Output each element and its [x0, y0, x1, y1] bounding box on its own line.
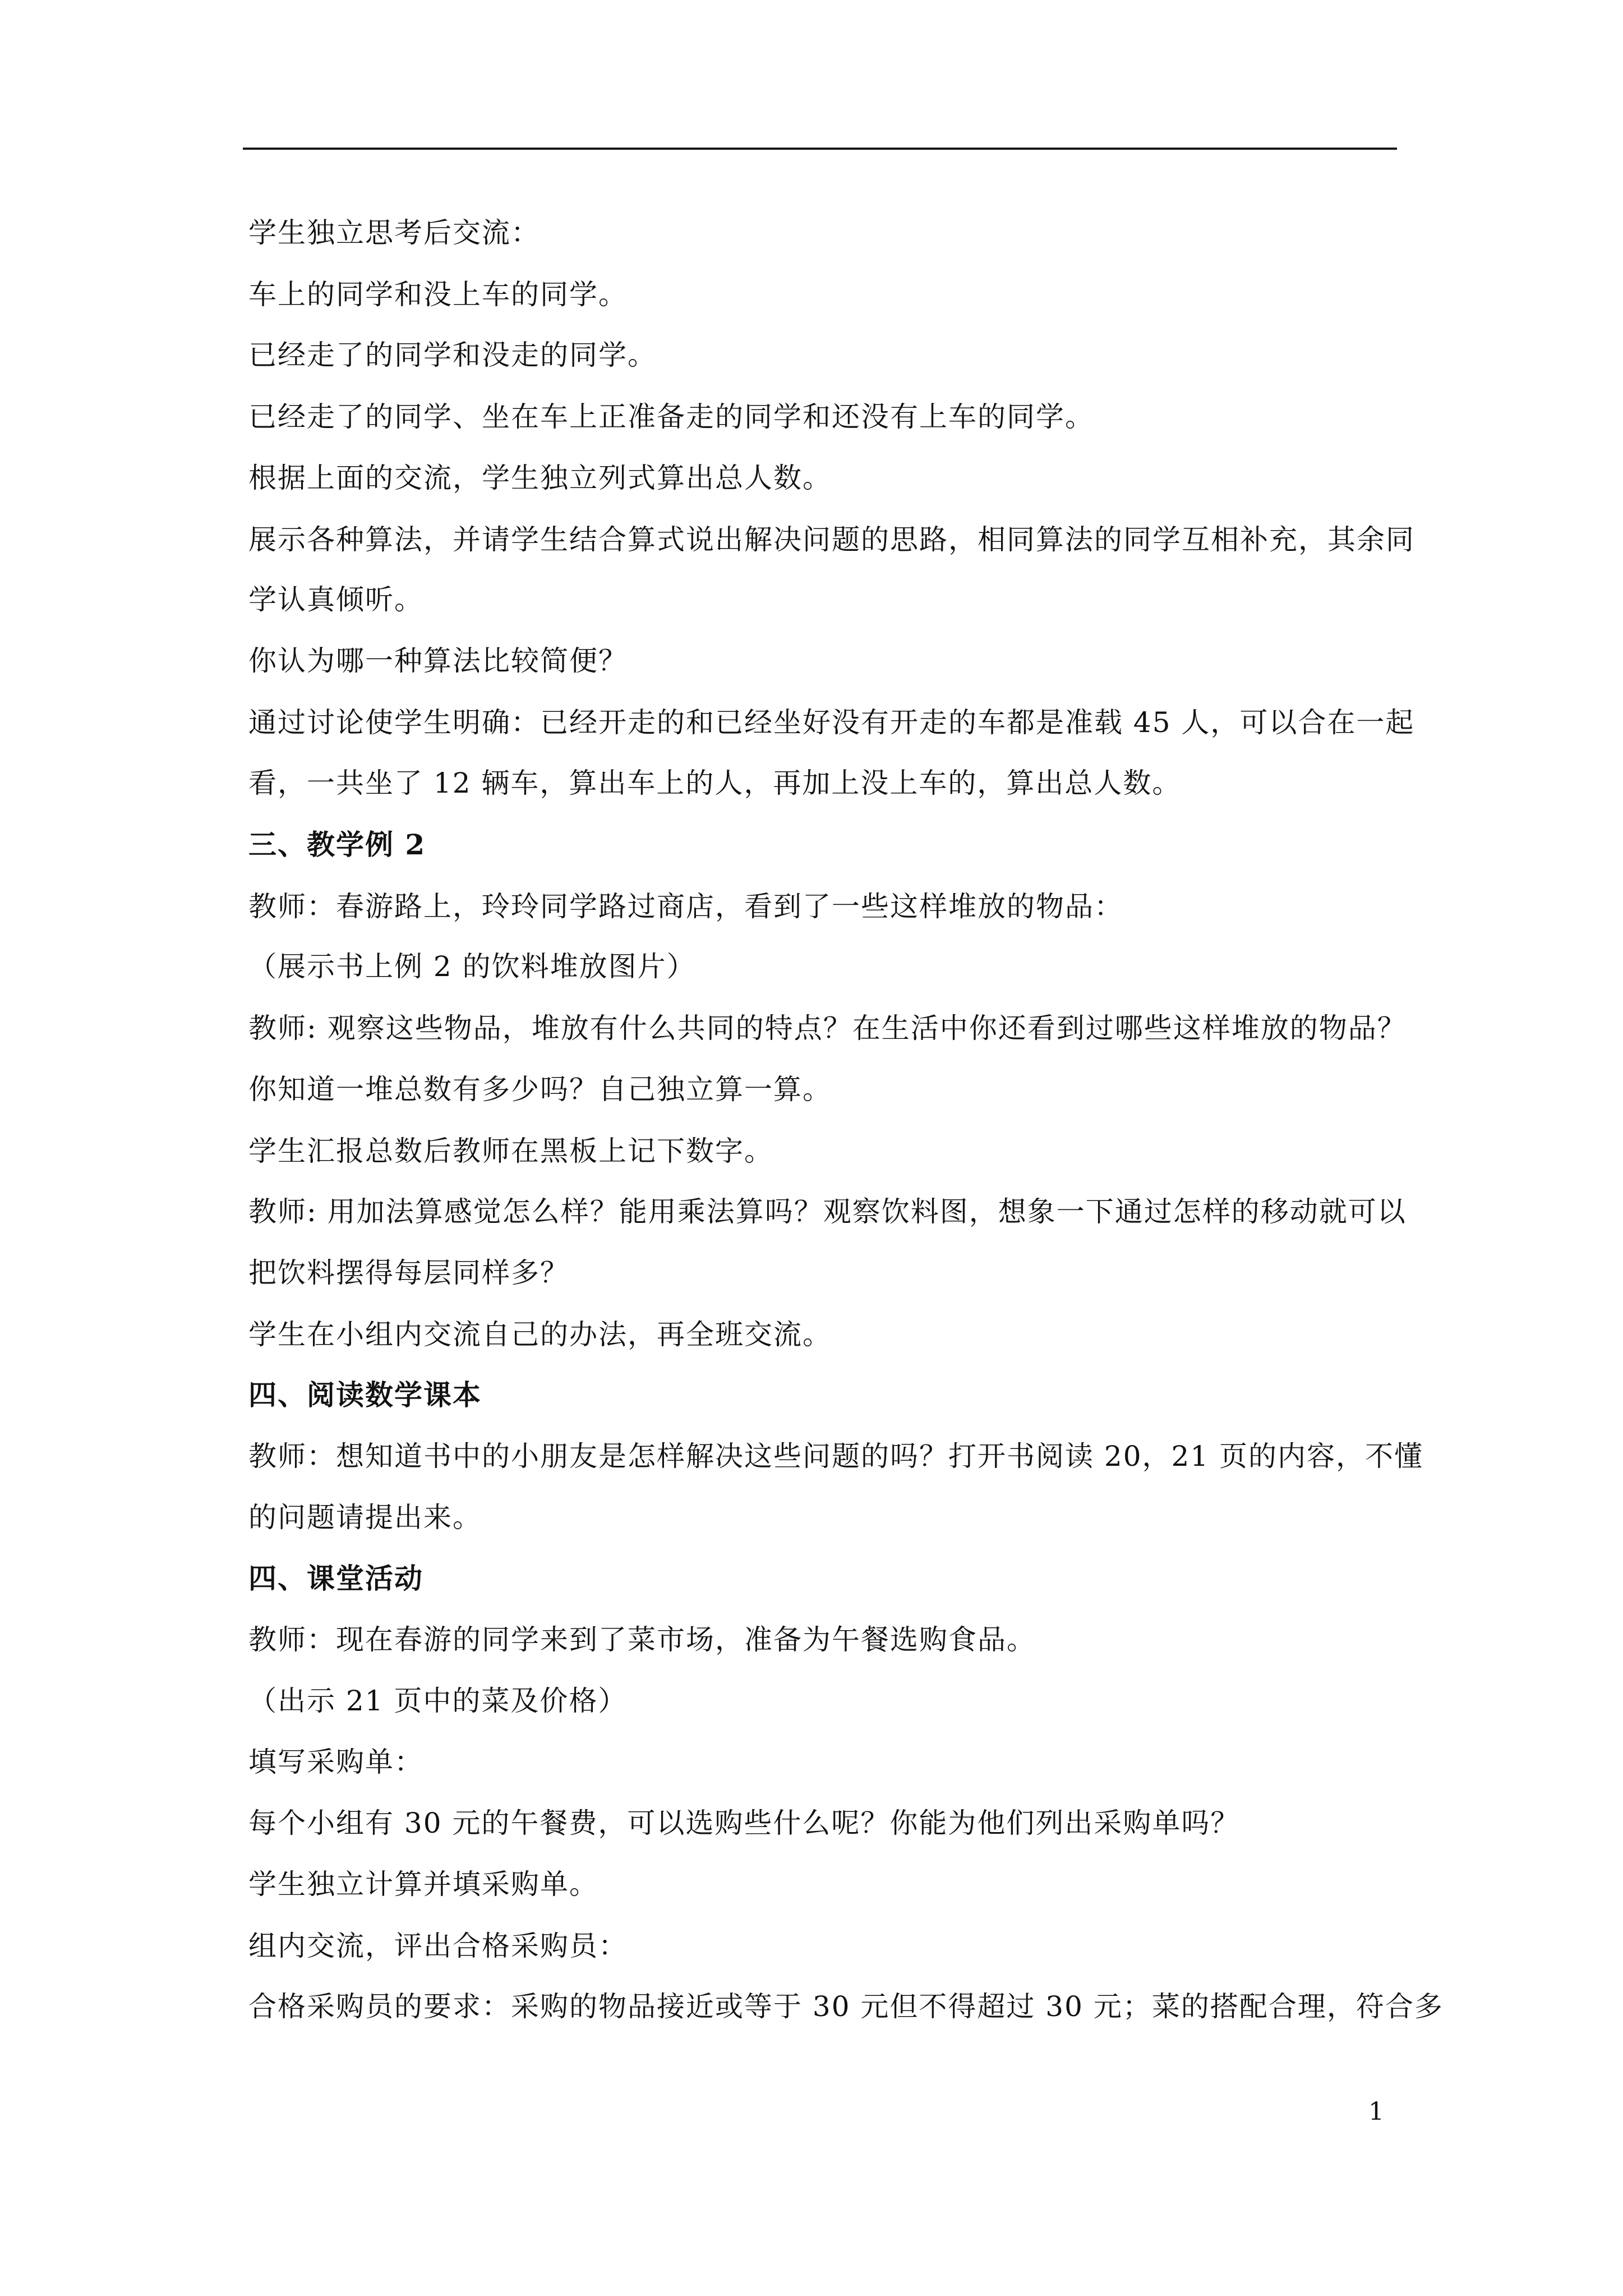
- text-line: （出示 21 页中的菜及价格）: [248, 1685, 628, 1717]
- text-line: 已经走了的同学、坐在车上正准备走的同学和还没有上车的同学。: [248, 401, 1094, 433]
- text-line: 你认为哪一种算法比较简便？: [248, 645, 628, 677]
- text-line: （展示书上例 2 的饮料堆放图片）: [248, 950, 696, 983]
- header-rule: [243, 148, 1397, 150]
- text-line: 教师: 用加法算感觉怎么样？能用乘法算吗？观察饮料图，想象一下通过怎样的移动就可以: [248, 1195, 1407, 1228]
- text-line: 教师：春游路上，玲玲同学路过商店，看到了一些这样堆放的物品：: [248, 890, 1123, 923]
- text-line: 展示各种算法，并请学生结合算式说出解决问题的思路，相同算法的同学互相补充，其余同: [248, 523, 1415, 556]
- text-line: 学认真倾听。: [248, 583, 423, 616]
- text-line: 车上的同学和没上车的同学。: [248, 278, 628, 311]
- section-heading: 四、课堂活动: [248, 1562, 423, 1595]
- section-heading: 三、教学例 2: [248, 828, 426, 861]
- text-line: 看，一共坐了 12 辆车，算出车上的人，再加上没上车的，算出总人数。: [248, 767, 1182, 799]
- text-line: 学生独立思考后交流：: [248, 217, 540, 249]
- page-number: 1: [1368, 2097, 1384, 2126]
- text-line: 学生在小组内交流自己的办法，再全班交流。: [248, 1318, 832, 1351]
- text-line: 学生独立计算并填采购单。: [248, 1868, 598, 1901]
- text-line: 教师：想知道书中的小朋友是怎样解决这些问题的吗？打开书阅读 20，21 页的内容，不懂: [248, 1440, 1424, 1473]
- text-line: 的问题请提出来。: [248, 1501, 482, 1534]
- text-line: 把饮料摆得每层同样多？: [248, 1257, 569, 1289]
- text-line: 你知道一堆总数有多少吗？自己独立算一算。: [248, 1073, 832, 1106]
- text-line: 教师：现在春游的同学来到了菜市场，准备为午餐选购食品。: [248, 1623, 1036, 1656]
- text-line: 每个小组有 30 元的午餐费，可以选购些什么呢？你能为他们列出采购单吗？: [248, 1807, 1240, 1839]
- text-line: 学生汇报总数后教师在黑板上记下数字。: [248, 1135, 773, 1167]
- text-line: 组内交流，评出合格采购员：: [248, 1930, 628, 1962]
- text-line: 教师: 观察这些物品，堆放有什么共同的特点？在生活中你还看到过哪些这样堆放的物品？: [248, 1012, 1407, 1045]
- text-line: 合格采购员的要求：采购的物品接近或等于 30 元但不得超过 30 元；菜的搭配合理，符合多: [248, 1990, 1444, 2023]
- section-heading: 四、阅读数学课本: [248, 1378, 482, 1411]
- text-line: 通过讨论使学生明确：已经开走的和已经坐好没有开走的车都是准载 45 人，可以合在一起: [248, 706, 1415, 739]
- text-line: 填写采购单：: [248, 1746, 423, 1778]
- text-line: 已经走了的同学和没走的同学。: [248, 339, 657, 371]
- text-line: 根据上面的交流，学生独立列式算出总人数。: [248, 462, 832, 494]
